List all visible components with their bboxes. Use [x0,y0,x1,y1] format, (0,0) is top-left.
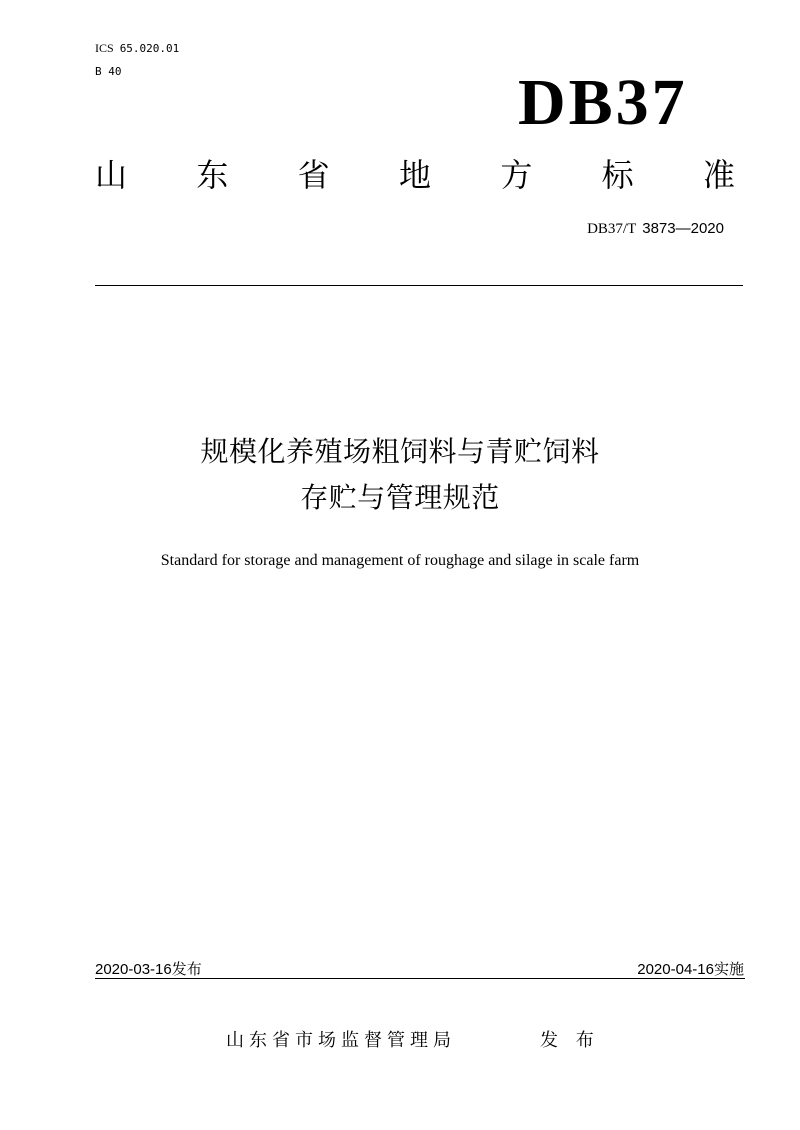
issue-label: 发布 [171,960,202,978]
header-divider [95,285,743,286]
title-cn-line2: 存贮与管理规范 [300,481,500,514]
ccs-code: B 40 [95,65,122,78]
category-char: 地 [398,156,431,194]
ics-code: 65.020.01 [119,42,180,55]
ics-line [95,40,179,57]
title-cn-line1: 规模化养殖场粗饲料与青贮饲料 [200,435,600,468]
standard-number [587,218,724,239]
category-char: 东 [196,156,229,194]
category-char: 方 [500,156,533,194]
implement-date-value: 2020-04-16 [637,961,714,978]
standard-number-value: 3873—2020 [642,220,724,237]
category-char: 省 [297,156,330,194]
title-en: Standard for storage and management of roughage and silage in scale farm [160,552,640,569]
publish-word: 发 布 [540,1030,600,1051]
implement-label: 实施 [713,960,744,978]
standard-number-prefix: DB37/T [587,221,637,237]
db37-logo: DB37 [518,66,688,139]
dates-divider [95,978,745,979]
category-char: 准 [702,156,735,194]
category-char: 标 [601,156,634,194]
category-title [95,152,735,198]
ics-label: ICS [95,41,114,55]
issue-date-value: 2020-03-16 [95,961,172,978]
publisher: 山东省市场监督管理局 [226,1030,456,1051]
category-char: 山 [95,156,128,194]
